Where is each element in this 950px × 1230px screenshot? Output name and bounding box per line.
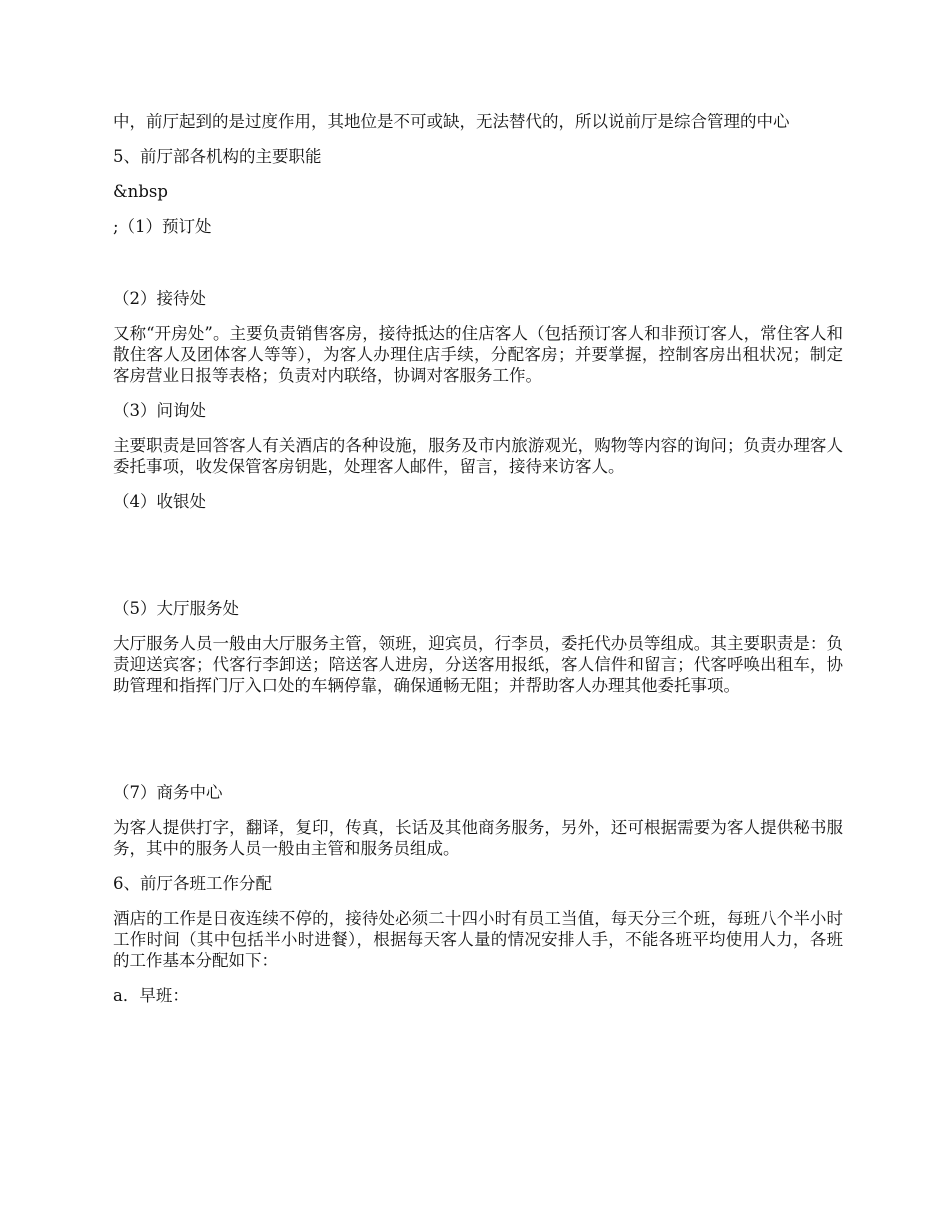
- list-item-morning-shift: a．早班：: [113, 986, 189, 1005]
- subheading-lobby-service: （5）大厅服务处: [113, 599, 239, 618]
- section-heading-6: 6、前厅各班工作分配: [113, 874, 272, 893]
- paragraph-reception: 又称“开房处”。主要负责销售客房，接待抵达的住店客人（包括预订客人和非预订客人，常住客人和散住客人及团体客人等等），为客人办理住店手续，分配客房；并要掌握，控制客房出租状况；制定客房营业日报等表格；负责对内联络，协调对客服务工作。: [113, 324, 843, 385]
- subheading-reception: （2）接待处: [113, 289, 206, 308]
- subheading-cashier: （4）收银处: [113, 492, 206, 511]
- paragraph-intro-continuation: 中，前厅起到的是过度作用，其地位是不可或缺，无法替代的，所以说前厅是综合管理的中心: [113, 112, 790, 131]
- subheading-reservations: ;（1）预订处: [113, 217, 212, 236]
- paragraph-business-center: 为客人提供打字，翻译，复印，传真，长话及其他商务服务，另外，还可根据需要为客人提供秘书服务，其中的服务人员一般由主管和服务员组成。: [113, 818, 843, 858]
- document-body: [113, 111, 843, 1006]
- subheading-information-desk: （3）问询处: [113, 401, 206, 420]
- paragraph-shift-allocation: 酒店的工作是日夜连续不停的，接待处必须二十四小时有员工当值，每天分三个班，每班八个半小时工作时间（其中包括半小时进餐），根据每天客人量的情况安排人手，不能各班平均使用人力，各班的工作基本分配如下：: [113, 909, 843, 970]
- section-heading-5: 5、前厅部各机构的主要职能: [113, 147, 322, 166]
- paragraph-information-desk: 主要职责是回答客人有关酒店的各种设施，服务及市内旅游观光，购物等内容的询问；负责办理客人委托事项，收发保管客房钥匙，处理客人邮件，留言，接待来访客人。: [113, 436, 843, 476]
- stray-entity-text: &nbsp: [113, 182, 168, 201]
- subheading-business-center: （7）商务中心: [113, 783, 223, 802]
- paragraph-lobby-service: 大厅服务人员一般由大厅服务主管，领班，迎宾员，行李员，委托代办员等组成。其主要职责是：负责迎送宾客；代客行李卸送；陪送客人进房，分送客用报纸，客人信件和留言；代客呼唤出租车，协助管理和指挥门厅入口处的车辆停靠，确保通畅无阻；并帮助客人办理其他委托事项。: [113, 634, 843, 695]
